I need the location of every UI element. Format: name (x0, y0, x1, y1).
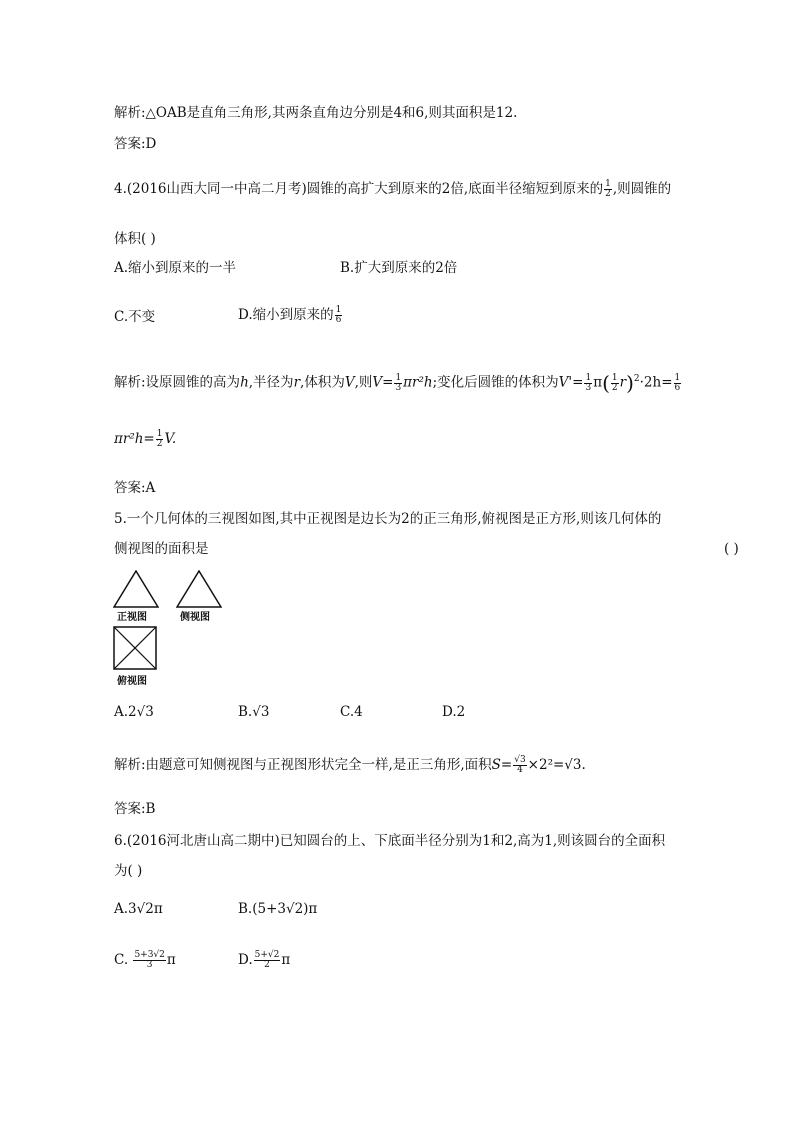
q6-option-c: C. $\frac{5+3√2}{3}$ π (114, 950, 176, 970)
q5-stem: 5.一个几何体的三视图如图,其中正视图是边长为2的正三角形,俯视图是正方形,则该几何体的 (114, 511, 662, 527)
q3-analysis: 解析:△OAB是直角三角形,其两条直角边分别是4和6,则其面积是12. (114, 105, 518, 121)
q6-stem: 6.(2016河北唐山高二期中)已知圆台的上、下底面半径分别为1和2,高为1,则该圆台的全面积 (114, 833, 666, 849)
q4-stem: 4.(2016山西大同一中高二月考)圆锥的高扩大到原来的2倍,底面半径缩短到原来的 $\frac{1}{2}$ ,则圆锥的 (114, 179, 672, 199)
q5-answer: 答案:B (114, 801, 156, 817)
q5-analysis: 解析:由题意可知侧视图与正视图形状完全一样,是正三角形,面积S= $\frac{√3}{4}$ ×2²=√3. (114, 755, 586, 775)
q4-stem-fraction: $\frac{1}{2}$ (605, 179, 611, 199)
q4-option-b: B.扩大到原来的2倍 (340, 260, 458, 276)
q4-analysis: 解析:设原圆锥的高为h,半径为r,体积为V,则V= $\frac{1}{3}$ πr²h;变化后圆锥的体积为V'= $\frac{1}{3}$ π( $\frac{1}{2}$ r)$^2$·2h= $\frac{1}{6}$ (114, 371, 681, 395)
q5-option-b: B.√3 (238, 704, 270, 720)
q3-answer: 答案:D (114, 136, 157, 152)
top-view-square (113, 626, 157, 670)
q5-answer-paren: ( ) (724, 541, 739, 557)
side-view-triangle (176, 570, 222, 608)
q5-option-c: C.4 (340, 704, 363, 720)
q6-option-a: A.3√2π (114, 901, 163, 917)
q4-stem-cont: 体积( ) (114, 231, 156, 247)
q5-stem-cont: 侧视图的面积是 (114, 541, 209, 557)
q4-answer: 答案:A (114, 480, 156, 496)
q4-analysis-cont: πr²h= $\frac{1}{2}$ V. (114, 429, 177, 449)
front-view-triangle (113, 570, 159, 608)
q4-option-a: A.缩小到原来的一半 (114, 260, 237, 276)
q6-option-d: D. $\frac{5+√2}{2}$ π (238, 950, 291, 970)
q6-option-b: B.(5+3√2)π (238, 901, 318, 917)
top-view-label: 俯视图 (117, 676, 147, 687)
q5-option-a: A.2√3 (114, 704, 154, 720)
q4-option-c: C.不变 (114, 309, 156, 325)
q4-option-d: D.缩小到原来的 $\frac{1}{6}$ (238, 305, 342, 325)
q6-stem-cont: 为( ) (114, 863, 143, 879)
q5-option-d: D.2 (442, 704, 466, 720)
front-view-label: 正视图 (117, 612, 147, 623)
side-view-label: 侧视图 (180, 612, 210, 623)
